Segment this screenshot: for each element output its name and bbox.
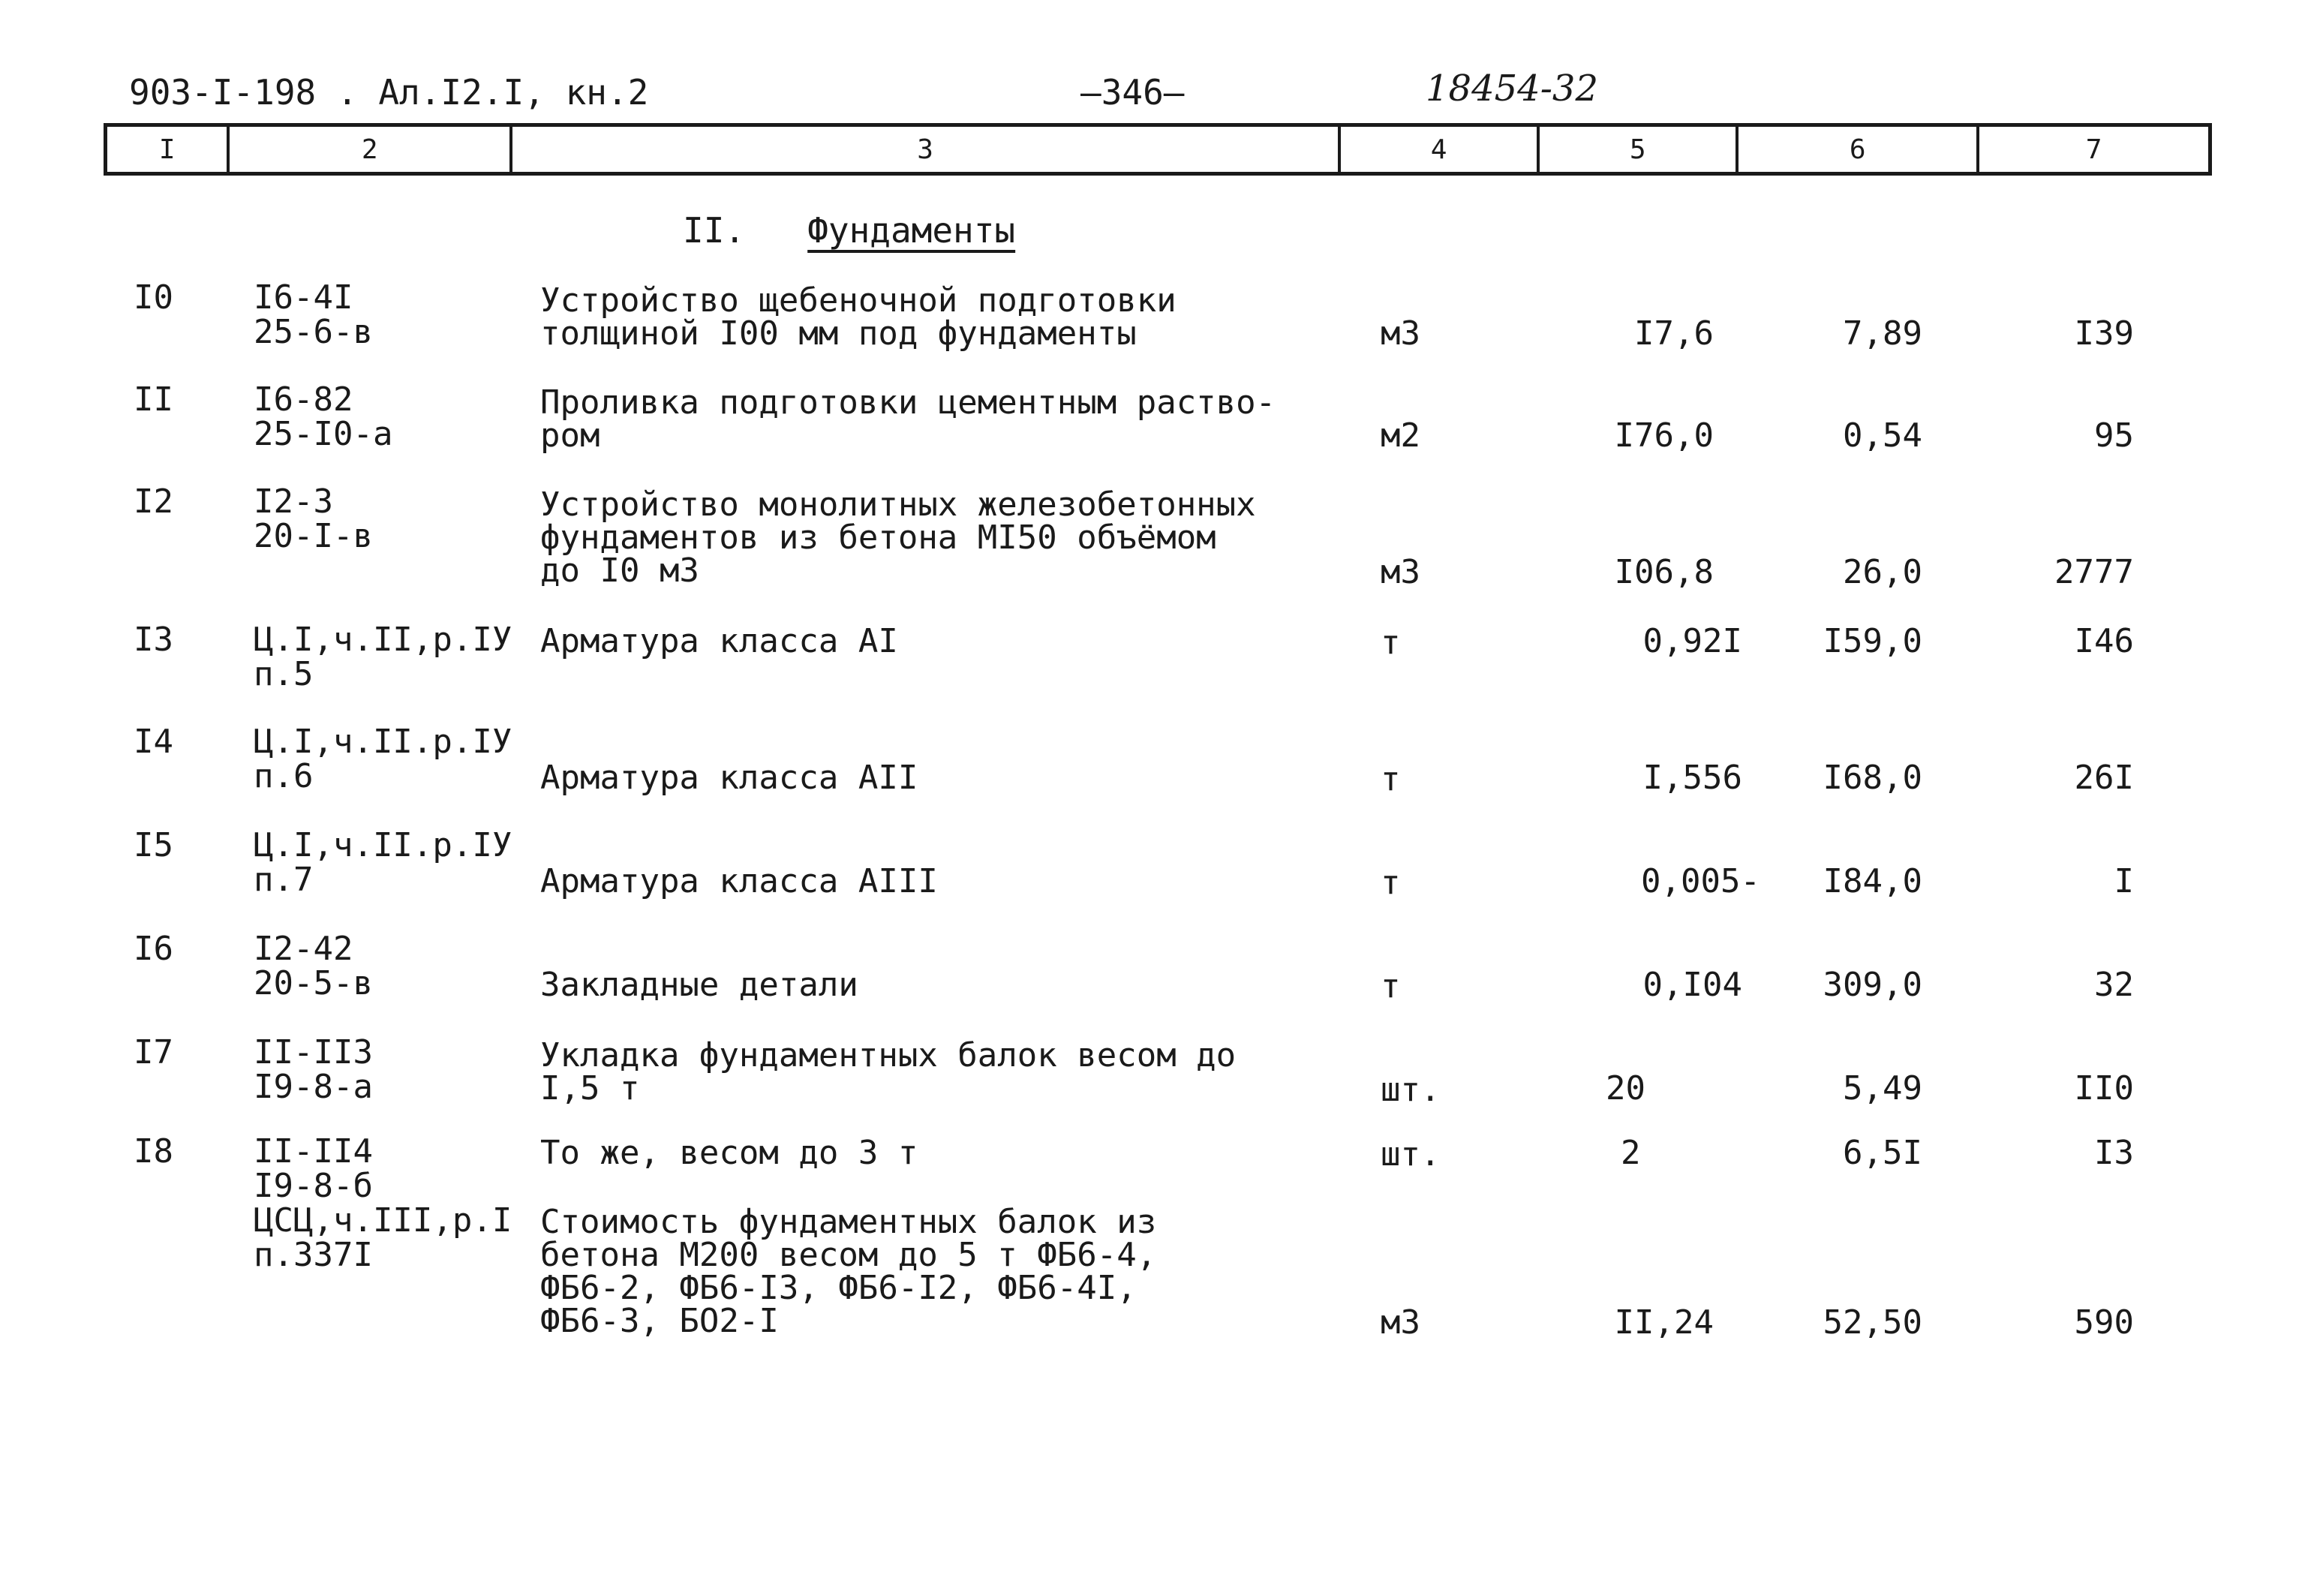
column-7: 7 (2085, 134, 2102, 165)
section-number: II. (683, 210, 746, 251)
row-number: I0 (134, 278, 173, 317)
row-number: I2 (134, 482, 173, 521)
row-code-line: II-II3 (254, 1033, 373, 1072)
row-total: 32 (2094, 966, 2134, 1004)
row-total: II0 (2074, 1069, 2134, 1108)
row-code-line: ЦСЦ,ч.III,р.I (254, 1201, 512, 1240)
row-description-line: Укладка фундаментных балок весом до (540, 1036, 1237, 1075)
row-description-line: толщиной I00 мм под фундаменты (540, 314, 1137, 353)
row-code-line: I2-42 (254, 930, 353, 968)
row-description-line: Арматура класса АII (540, 759, 918, 797)
document-code: 903-I-198 . Ал.I2.I, кн.2 (129, 72, 649, 113)
row-number: I7 (134, 1033, 173, 1072)
row-code-line: 20-5-в (254, 964, 373, 1002)
row-price: I84,0 (1823, 862, 1922, 900)
row-unit: м3 (1381, 1303, 1420, 1342)
row-code-line: I2-3 (254, 482, 333, 521)
row-description-line: ФБ6-2, ФБ6-I3, ФБ6-I2, ФБ6-4I, (540, 1269, 1137, 1307)
row-quantity: I,556 (1642, 759, 1742, 797)
row-code-line: Ц.I,ч.II,р.IУ (254, 621, 512, 659)
row-description-line: Арматура класса АI (540, 622, 898, 660)
row-description-line: ФБ6-3, БО2-I (540, 1302, 779, 1340)
row-quantity: 2 (1621, 1134, 1641, 1172)
row-total: I46 (2074, 622, 2134, 660)
row-total: 2777 (2054, 553, 2134, 591)
section-name: Фундаменты (807, 210, 1016, 251)
row-unit: т (1381, 624, 1401, 662)
row-price: 26,0 (1843, 553, 1922, 591)
row-price: I68,0 (1823, 759, 1922, 797)
row-price: 52,50 (1823, 1303, 1922, 1342)
row-quantity: 0,92I (1642, 622, 1742, 660)
row-quantity: I7,6 (1634, 314, 1714, 353)
page-number: —346— (1080, 72, 1185, 113)
handwritten-number: 18454-32 (1426, 68, 1598, 110)
row-code-line: Ц.I,ч.II.р.IУ (254, 826, 512, 864)
row-description-line: до I0 м3 (540, 552, 699, 590)
row-description-line: Проливка подготовки цементным раство- (540, 383, 1276, 422)
row-price: 7,89 (1843, 314, 1922, 353)
row-description-line: Арматура класса АIII (540, 862, 938, 900)
row-unit: м3 (1381, 553, 1420, 591)
row-quantity: 0,I04 (1642, 966, 1742, 1004)
row-code-line: 20-I-в (254, 517, 373, 555)
row-quantity: I76,0 (1614, 416, 1714, 455)
row-total: 590 (2074, 1303, 2134, 1342)
row-description-line: То же, весом до 3 т (540, 1134, 918, 1172)
row-unit: шт. (1381, 1135, 1441, 1174)
row-code-line: п.7 (254, 861, 314, 899)
row-total: 95 (2094, 416, 2134, 455)
row-code-line: I6-82 (254, 380, 353, 419)
row-description-line: фундаментов из бетона МI50 объёмом (540, 518, 1216, 557)
column-3: 3 (512, 127, 1341, 172)
row-code-line: 25-6-в (254, 313, 373, 351)
row-unit: м3 (1381, 314, 1420, 353)
row-description-line: I,5 т (540, 1069, 640, 1108)
row-description-line: бетона М200 весом до 5 т ФБ6-4, (540, 1236, 1157, 1274)
column-1: I (107, 127, 230, 172)
row-unit: т (1381, 967, 1401, 1005)
row-code-line: I9-8-б (254, 1167, 373, 1205)
row-description-line: Устройство монолитных железобетонных (540, 485, 1256, 524)
row-number: I3 (134, 621, 173, 659)
column-6: 6 (1739, 127, 1979, 172)
row-quantity: I06,8 (1614, 553, 1714, 591)
row-number: I8 (134, 1132, 173, 1171)
row-code-line: 25-I0-а (254, 415, 393, 453)
column-5: 5 (1540, 127, 1739, 172)
row-number: I6 (134, 930, 173, 968)
row-code-line: п.5 (254, 655, 314, 693)
row-price: 309,0 (1823, 966, 1922, 1004)
row-total: I3 (2094, 1134, 2134, 1172)
row-number: II (134, 380, 173, 419)
row-quantity: 0,005- (1641, 862, 1760, 900)
row-total: I39 (2074, 314, 2134, 353)
row-price: 0,54 (1843, 416, 1922, 455)
row-price: I59,0 (1823, 622, 1922, 660)
row-unit: т (1381, 760, 1401, 798)
row-code-line: п.337I (254, 1236, 373, 1274)
column-4: 4 (1341, 127, 1540, 172)
row-unit: шт. (1381, 1071, 1441, 1109)
row-price: 5,49 (1843, 1069, 1922, 1108)
row-code-line: I9-8-а (254, 1068, 373, 1106)
row-quantity: II,24 (1614, 1303, 1714, 1342)
row-number: I5 (134, 826, 173, 864)
row-code-line: I6-4I (254, 278, 353, 317)
row-description-line: ром (540, 416, 600, 455)
row-total: I (2114, 862, 2134, 900)
row-number: I4 (134, 723, 173, 761)
row-code-line: II-II4 (254, 1132, 373, 1171)
row-code-line: п.6 (254, 757, 314, 795)
row-price: 6,5I (1843, 1134, 1922, 1172)
column-2: 2 (230, 127, 512, 172)
row-code-line: Ц.I,ч.II.р.IУ (254, 723, 512, 761)
row-unit: т (1381, 864, 1401, 902)
row-quantity: 20 (1606, 1069, 1645, 1108)
row-total: 26I (2074, 759, 2134, 797)
row-unit: м2 (1381, 416, 1420, 455)
row-description-line: Закладные детали (540, 966, 858, 1004)
row-description-line: Устройство щебеночной подготовки (540, 281, 1177, 320)
row-description-line: Стоимость фундаментных балок из (540, 1203, 1157, 1241)
